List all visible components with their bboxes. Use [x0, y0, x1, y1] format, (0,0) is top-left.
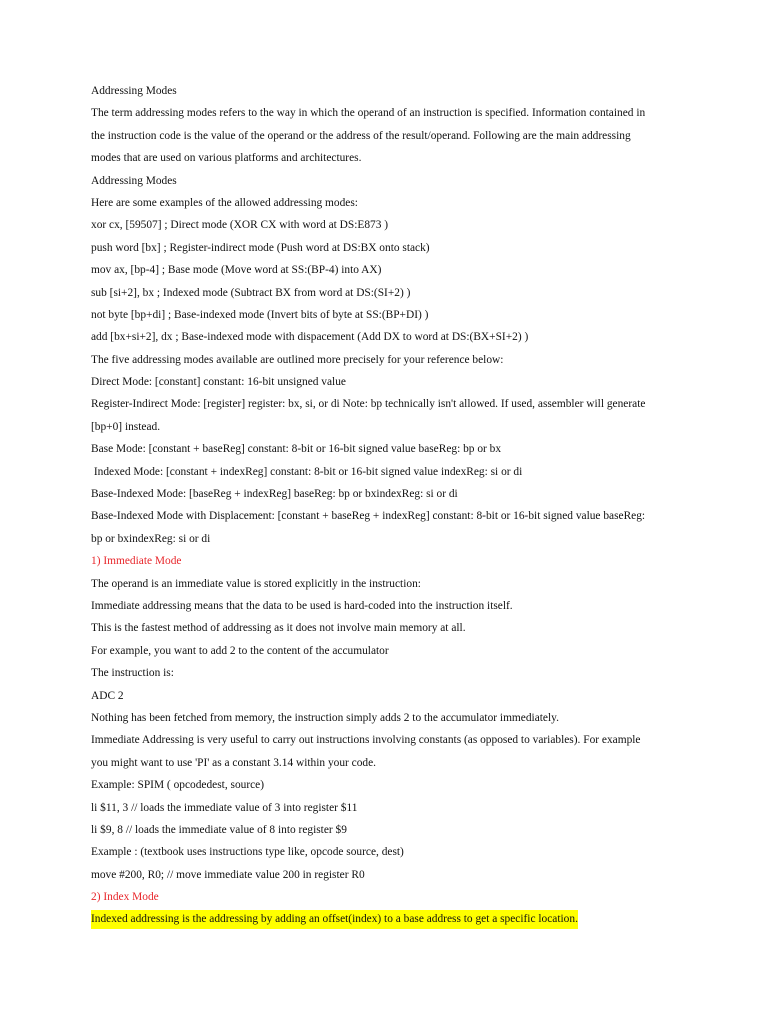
paragraph-line: Here are some examples of the allowed addressing modes: [91, 196, 358, 209]
example-line: add [bx+si+2], dx ; Base-indexed mode with dispacement (Add DX to word at DS:(BX+SI+2) ) [91, 331, 529, 344]
example-line: mov ax, [bp-4] ; Base mode (Move word at SS:(BP-4) into AX) [91, 264, 382, 277]
mode-definition-line: Base-Indexed Mode with Displacement: [constant + baseReg + indexReg] constant: 8-bit or 16-bit signed value baseReg: [91, 510, 646, 523]
section-title: Addressing Modes [91, 174, 177, 187]
paragraph-line: The five addressing modes available are outlined more precisely for your reference below: [91, 353, 504, 366]
paragraph-line: modes that are used on various platforms and architectures. [91, 152, 362, 165]
highlighted-line [91, 908, 691, 930]
mode-definition-line: Indexed Mode: [constant + indexReg] constant: 8-bit or 16-bit signed value indexReg: si or di [91, 465, 523, 478]
example-line: not byte [bp+di] ; Base-indexed mode (Invert bits of byte at SS:(BP+DI) ) [91, 308, 429, 321]
paragraph-line: The term addressing modes refers to the way in which the operand of an instruction is specified. Information contained in [91, 107, 646, 120]
paragraph-line: The instruction is: [91, 667, 174, 680]
code-line: ADC 2 [91, 689, 124, 702]
paragraph-line: Immediate addressing means that the data to be used is hard-coded into the instruction itself. [91, 599, 513, 612]
example-line: push word [bx] ; Register-indirect mode (Push word at DS:BX onto stack) [91, 241, 430, 254]
document-page [91, 80, 691, 931]
mode-definition-line: Register-Indirect Mode: [register] register: bx, si, or di Note: bp technically isn't allowed. If used, assembler will generate [91, 398, 646, 411]
paragraph-line: This is the fastest method of addressing as it does not involve main memory at all. [91, 622, 466, 635]
code-line: move #200, R0; // move immediate value 200 in register R0 [91, 868, 365, 881]
mode-definition-line: Base-Indexed Mode: [baseReg + indexReg] baseReg: bp or bxindexReg: si or di [91, 488, 458, 501]
heading-immediate-mode: 1) Immediate Mode [91, 555, 182, 568]
example-line: xor cx, [59507] ; Direct mode (XOR CX with word at DS:E873 ) [91, 219, 389, 232]
example-line: sub [si+2], bx ; Indexed mode (Subtract BX from word at DS:(SI+2) ) [91, 286, 411, 299]
code-line: li $9, 8 // loads the immediate value of 8 into register $9 [91, 823, 347, 836]
paragraph-line: Nothing has been fetched from memory, the instruction simply adds 2 to the accumulator immediately. [91, 711, 559, 724]
mode-definition-line: Base Mode: [constant + baseReg] constant: 8-bit or 16-bit signed value baseReg: bp or bx [91, 443, 502, 456]
paragraph-line: the instruction code is the value of the operand or the address of the result/operand. Following are the main addressing [91, 129, 631, 142]
mode-definition-line: [bp+0] instead. [91, 420, 161, 433]
code-line: li $11, 3 // loads the immediate value of 3 into register $11 [91, 801, 358, 814]
mode-definition-line: bp or bxindexReg: si or di [91, 532, 211, 545]
example-line: Example: SPIM ( opcodedest, source) [91, 779, 265, 792]
paragraph-line: The operand is an immediate value is stored explicitly in the instruction: [91, 577, 421, 590]
mode-definition-line: Direct Mode: [constant] constant: 16-bit unsigned value [91, 376, 346, 389]
doc-title: Addressing Modes [91, 85, 177, 97]
example-line: Example : (textbook uses instructions type like, opcode source, dest) [91, 846, 404, 859]
paragraph-line: For example, you want to add 2 to the content of the accumulator [91, 644, 389, 657]
heading-index-mode: 2) Index Mode [91, 891, 159, 904]
paragraph-line: Immediate Addressing is very useful to carry out instructions involving constants (as opposed to variables). For example [91, 734, 641, 747]
paragraph-line: you might want to use 'PI' as a constant 3.14 within your code. [91, 756, 377, 769]
highlighted-text: Indexed addressing is the addressing by adding an offset(index) to a base address to get a specific location. [91, 910, 578, 929]
